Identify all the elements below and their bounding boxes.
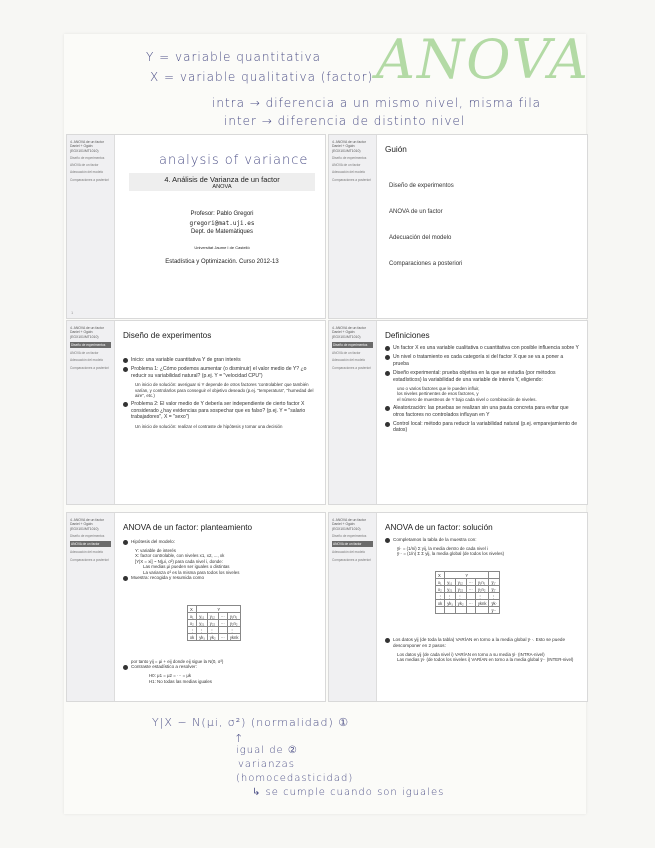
note-line-3: intra → diferencia a un mismo nivel, misma fila — [212, 96, 542, 110]
note-line-4: inter → diferencia de distinto nivel — [224, 114, 466, 128]
bullet: Problema 2: El valor medio de Y debería ser independiente de cierto factor X considerado ¿hay evidencias para sospechar que es falso? (p.ej. Y = "salario trabajadores", X = "sexo") — [131, 401, 306, 421]
slide-sidebar — [67, 135, 115, 318]
sub-bullet: Un inicio de solución: realizar el contraste de hipótesis y tomar una decisión — [135, 423, 283, 429]
sidebar-section: Diseño de experimentos — [332, 534, 367, 539]
text-line: por tanto yij = μi + eij donde eij sigue la N(0, σ²) — [131, 659, 224, 664]
department: Dept. de Matemàtiques — [190, 229, 254, 235]
slide-sidebar — [329, 321, 377, 504]
slide-main-title: 4. Análisis de Varianza de un factor — [164, 175, 280, 184]
slide-sidebar — [329, 513, 377, 701]
sidebar-section: ANOVA de un factor — [332, 351, 361, 356]
note-line-2: X = variable qualitativa (factor) — [150, 70, 374, 84]
sub-bullet: La varianza σ² es la misma para todos los niveles — [143, 569, 240, 575]
bullet: Hipótesis del modelo: — [131, 539, 175, 544]
note-bottom-1: Y|X ~ N(μi, σ²) (normalidad) ① — [152, 716, 350, 729]
sub-bullet: Las medias μi pueden ser iguales o distintas — [143, 564, 230, 570]
sub-bullet: Las medias ȳi· (de todos los niveles i) VARÍAN en torno a la media global ȳ·· (INTER-nivel) — [397, 657, 574, 662]
hypothesis-h0: H0: μ1 = μ2 = ··· = μk — [149, 673, 192, 679]
note-bottom-5: ↳ se cumple cuando son iguales — [252, 787, 445, 798]
slide-title: Definiciones — [385, 331, 430, 340]
sidebar-top: 4. ANOVA de un factor — [70, 518, 104, 522]
sidebar-section: Adecuación del modelo — [332, 358, 366, 363]
sidebar-section: Comparaciones a posteriori — [70, 365, 109, 370]
sidebar-section: Adecuación del modelo — [70, 170, 104, 175]
slide-guion — [328, 134, 588, 319]
slide-planteamiento — [66, 512, 326, 702]
slide-title: Guión — [385, 145, 407, 154]
guion-item: Comparaciones a posteriori — [389, 261, 463, 267]
sidebar-section: Comparaciones a posteriori — [332, 557, 371, 562]
sidebar-sub: Daniel + Ogáin (EGX101/MT1010) — [332, 522, 361, 531]
slide-sidebar — [67, 513, 115, 701]
slide-main-subtitle: ANOVA — [212, 184, 232, 190]
sidebar-section: ANOVA de un factor — [70, 163, 99, 168]
sidebar-top: 4. ANOVA de un factor — [332, 326, 366, 330]
sidebar-section: Adecuación del modelo — [332, 550, 366, 555]
slide-diseno — [66, 320, 326, 505]
note-line-1: Y = variable quantitativa — [146, 50, 322, 64]
sidebar-section-active: Diseño de experimentos — [70, 342, 111, 348]
bullet: Diseño experimental: prueba objetiva en la que se estudia (por métodos estadísticos) la variabilidad de una variable de interés Y, eligiendo: — [393, 370, 556, 383]
handwritten-subtitle: analysis of variance — [159, 153, 309, 168]
hypothesis-h1: H1: No todas las medias iguales — [149, 678, 212, 684]
university: Universitat Jaume I de Castelló — [194, 245, 250, 250]
bullet: Control local: método para reducir la variabilidad natural (p.ej. emparejamiento de datos) — [393, 421, 578, 434]
sub-bullet: Y: variable de interés — [135, 548, 177, 553]
slide-solucion — [328, 512, 588, 702]
sidebar-section: Adecuación del modelo — [70, 550, 104, 555]
sidebar-section: Comparaciones a posteriori — [70, 177, 109, 182]
sub-bullet: los niveles pertinentes de esos factores, y — [397, 391, 479, 397]
bullet: Completamos la tabla de la muestra con: — [393, 537, 477, 542]
bullet: Muestra: recogida y resumida como — [131, 575, 205, 581]
slide-title: ANOVA de un factor: planteamiento — [123, 523, 253, 532]
slide-title: Diseño de experimentos — [123, 331, 212, 340]
sidebar-section: Diseño de experimentos — [70, 156, 105, 161]
sidebar-section: Diseño de experimentos — [332, 156, 367, 161]
sidebar-top: 4. ANOVA de un factor — [70, 140, 104, 144]
sub-bullet: ȳ·· = (1/n) Σ Σ yij, la media global (de todos los niveles) — [397, 551, 505, 557]
bullet: Problema 1: ¿Cómo podemos aumentar (o disminuir) el valor medio de Y? ¿o reducir su variabilidad natural? (p.ej. Y = "velocidad CPU") — [131, 366, 307, 379]
anova-highlight-title: ANOVA — [376, 28, 590, 91]
guion-item: Diseño de experimentos — [389, 183, 454, 189]
sidebar-top: 4. ANOVA de un factor — [70, 326, 104, 330]
bullet: Aleatorización: las pruebas se realizan sin una pauta concreta para evitar que otros factores no controlados influyan en Y — [393, 405, 569, 418]
sidebar-section: Adecuación del modelo — [70, 358, 104, 363]
sidebar-section: ANOVA de un factor — [70, 351, 99, 356]
sub-bullet: [Y|X = xi] ~ N(μi, σ²) para cada nivel i, donde: — [135, 558, 223, 564]
sample-table-extended: X Y x₁ y₁₁ y₁₂ ··· y₁n₁ ȳ₁· x₂ y₂₁ y₂₂ ··· y₂n₂ ȳ₂· ⋮ ⋮ ⋮ ⋮ ⋮ xk yk₁ yk₂ ··· yknk ȳk· ȳ·· — [435, 571, 500, 614]
note-bottom-3: varianzas — [238, 759, 295, 770]
author: Profesor: Pablo Gregori — [190, 211, 254, 217]
sample-table: X Y x₁ y₁₁ y₁₂ ··· y₁n₁ x₂ y₂₁ y₂₂ ··· y₂n₂ ⋮ ⋮ ⋮ ⋮ xk yk₁ yk₂ ··· yknk — [187, 605, 241, 641]
sidebar-section-active: Diseño de experimentos — [332, 342, 373, 348]
sub-bullet: Los datos yij (de cada nivel i) VARÍAN en torno a su media ȳi· (INTRA-nivel) — [397, 651, 545, 657]
note-bottom-2: igual de ② — [236, 745, 298, 756]
sidebar-sub: Daniel + Ogáin (EGX101/MT1010) — [332, 144, 361, 153]
sidebar-section: ANOVA de un factor — [332, 163, 361, 168]
sidebar-section-active: ANOVA de un factor — [70, 541, 111, 547]
sub-bullet: uno o varios factores que le pueden influir, — [397, 386, 480, 392]
sidebar-section: Adecuación del modelo — [332, 170, 366, 175]
sub-bullet: ȳi· = (1/ni) Σ yij, la media dentro de cada nivel i — [397, 546, 488, 551]
sub-bullet: X: factor controlable, con niveles x1, x2, ..., xk — [135, 553, 225, 559]
email: gregori@mat.uji.es — [189, 220, 255, 227]
slide-title: ANOVA de un factor: solución — [385, 523, 493, 532]
sidebar-top: 4. ANOVA de un factor — [332, 140, 366, 144]
note-bottom-arrow: ↑ — [234, 732, 245, 745]
sidebar-sub: Daniel + Ogáin (EGX101/MT1010) — [332, 330, 361, 339]
sidebar-top: 4. ANOVA de un factor — [332, 518, 366, 522]
guion-item: Adecuación del modelo — [389, 235, 452, 241]
sidebar-section: Diseño de experimentos — [70, 534, 105, 539]
sidebar-section-active: ANOVA de un factor — [332, 541, 373, 547]
sidebar-section: Comparaciones a posteriori — [332, 365, 371, 370]
sidebar-sub: Daniel + Ogáin (EGX101/MT1010) — [70, 330, 99, 339]
note-bottom-4: (homocedasticidad) — [236, 773, 354, 784]
guion-item: ANOVA de un factor — [389, 209, 443, 215]
slide-title — [66, 134, 326, 319]
bullet: Los datos yij (de toda la tabla) VARÍAN en torno a la media global ȳ··. Esto se puede descomponer en 2 pasos: — [393, 637, 566, 648]
page-number: 1 — [71, 310, 74, 315]
bullet: Contraste estadístico a resolver: — [131, 664, 197, 670]
sidebar-sub: Daniel + Ogáin (EGX101/MT1010) — [70, 144, 99, 153]
bullet: Inicio: una variable cuantitativa Y de gran interés — [131, 357, 241, 363]
slide-definiciones — [328, 320, 588, 505]
sidebar-sub: Daniel + Ogáin (EGX101/MT1010) — [70, 522, 99, 531]
bullet: Un nivel o tratamiento es cada categoría xi del factor X que se va a poner a prueba — [393, 354, 564, 367]
sub-bullet: Un inicio de solución: averiguar si Y depende de otros factores 'controlables' que también varían, y controlarlos para conseguir el objetivo deseado (p.ej. "temperatura", "humedad del aire", etc.) — [135, 382, 314, 399]
bullet: Un factor X es una variable cualitativa o cuantitativa con posible influencia sobre Y — [393, 345, 579, 351]
slide-sidebar — [329, 135, 377, 318]
sidebar-section: Comparaciones a posteriori — [332, 177, 371, 182]
course: Estadística y Optimización. Curso 2012-13 — [165, 259, 279, 265]
sidebar-section: Comparaciones a posteriori — [70, 557, 109, 562]
sub-bullet: el número de muestreos de Y bajo cada nivel o combinación de niveles. — [397, 396, 537, 402]
slide-sidebar — [67, 321, 115, 504]
